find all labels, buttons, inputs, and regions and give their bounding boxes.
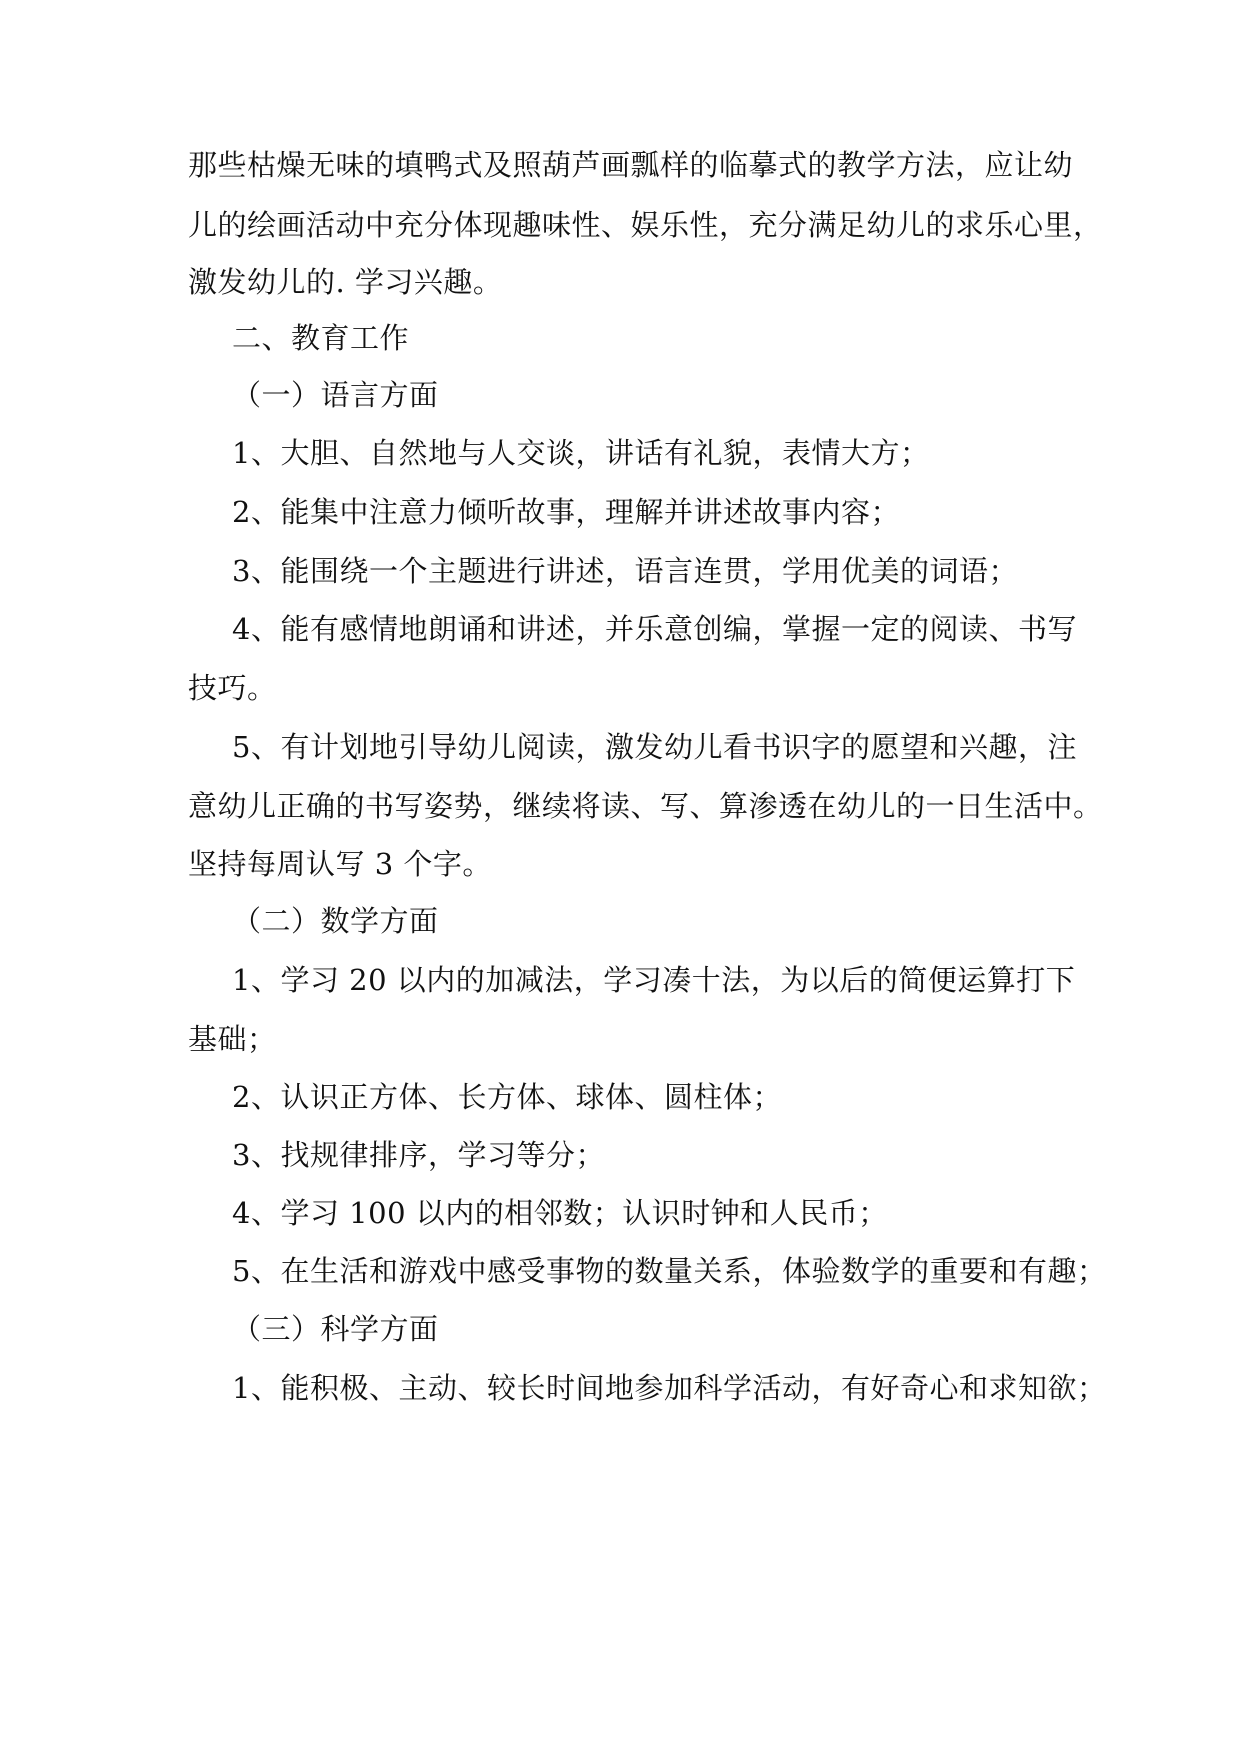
list-item: 3、找规律排序，学习等分； [232,1138,605,1172]
list-item: 4、能有感情地朗诵和讲述，并乐意创编，掌握一定的阅读、书写 [232,612,1077,646]
list-item-continuation: 坚持每周认写 3 个字。 [188,847,492,881]
list-item: 3、能围绕一个主题进行讲述，语言连贯，学用优美的词语； [232,554,1018,588]
list-item: 1、大胆、自然地与人交谈，讲话有礼貌，表情大方； [232,436,930,470]
list-item-continuation: 基础； [188,1022,277,1056]
paragraph-line: 激发幼儿的. 学习兴趣。 [188,265,503,299]
list-item: 5、有计划地引导幼儿阅读，激发幼儿看书识字的愿望和兴趣，注 [232,730,1077,764]
list-item: 4、学习 100 以内的相邻数；认识时钟和人民币； [232,1196,888,1230]
paragraph-line: 那些枯燥无味的填鸭式及照葫芦画瓢样的临摹式的教学方法，应让幼 [188,148,1074,182]
list-item: 2、认识正方体、长方体、球体、圆柱体； [232,1080,782,1114]
subsection-heading: （二）数学方面 [232,904,439,938]
subsection-heading: （三）科学方面 [232,1312,439,1346]
paragraph-line: 儿的绘画活动中充分体现趣味性、娱乐性，充分满足幼儿的求乐心里， [188,208,1103,242]
list-item: 2、能集中注意力倾听故事，理解并讲述故事内容； [232,495,900,529]
list-item: 5、在生活和游戏中感受事物的数量关系，体验数学的重要和有趣； [232,1254,1107,1288]
list-item-continuation: 意幼儿正确的书写姿势，继续将读、写、算渗透在幼儿的一日生活中。 [188,789,1103,823]
list-item-continuation: 技巧。 [188,671,277,705]
list-item: 1、学习 20 以内的加减法，学习凑十法，为以后的简便运算打下 [232,963,1076,997]
subsection-heading: （一）语言方面 [232,378,439,412]
section-heading: 二、教育工作 [232,321,410,355]
list-item: 1、能积极、主动、较长时间地参加科学活动，有好奇心和求知欲； [232,1371,1107,1405]
